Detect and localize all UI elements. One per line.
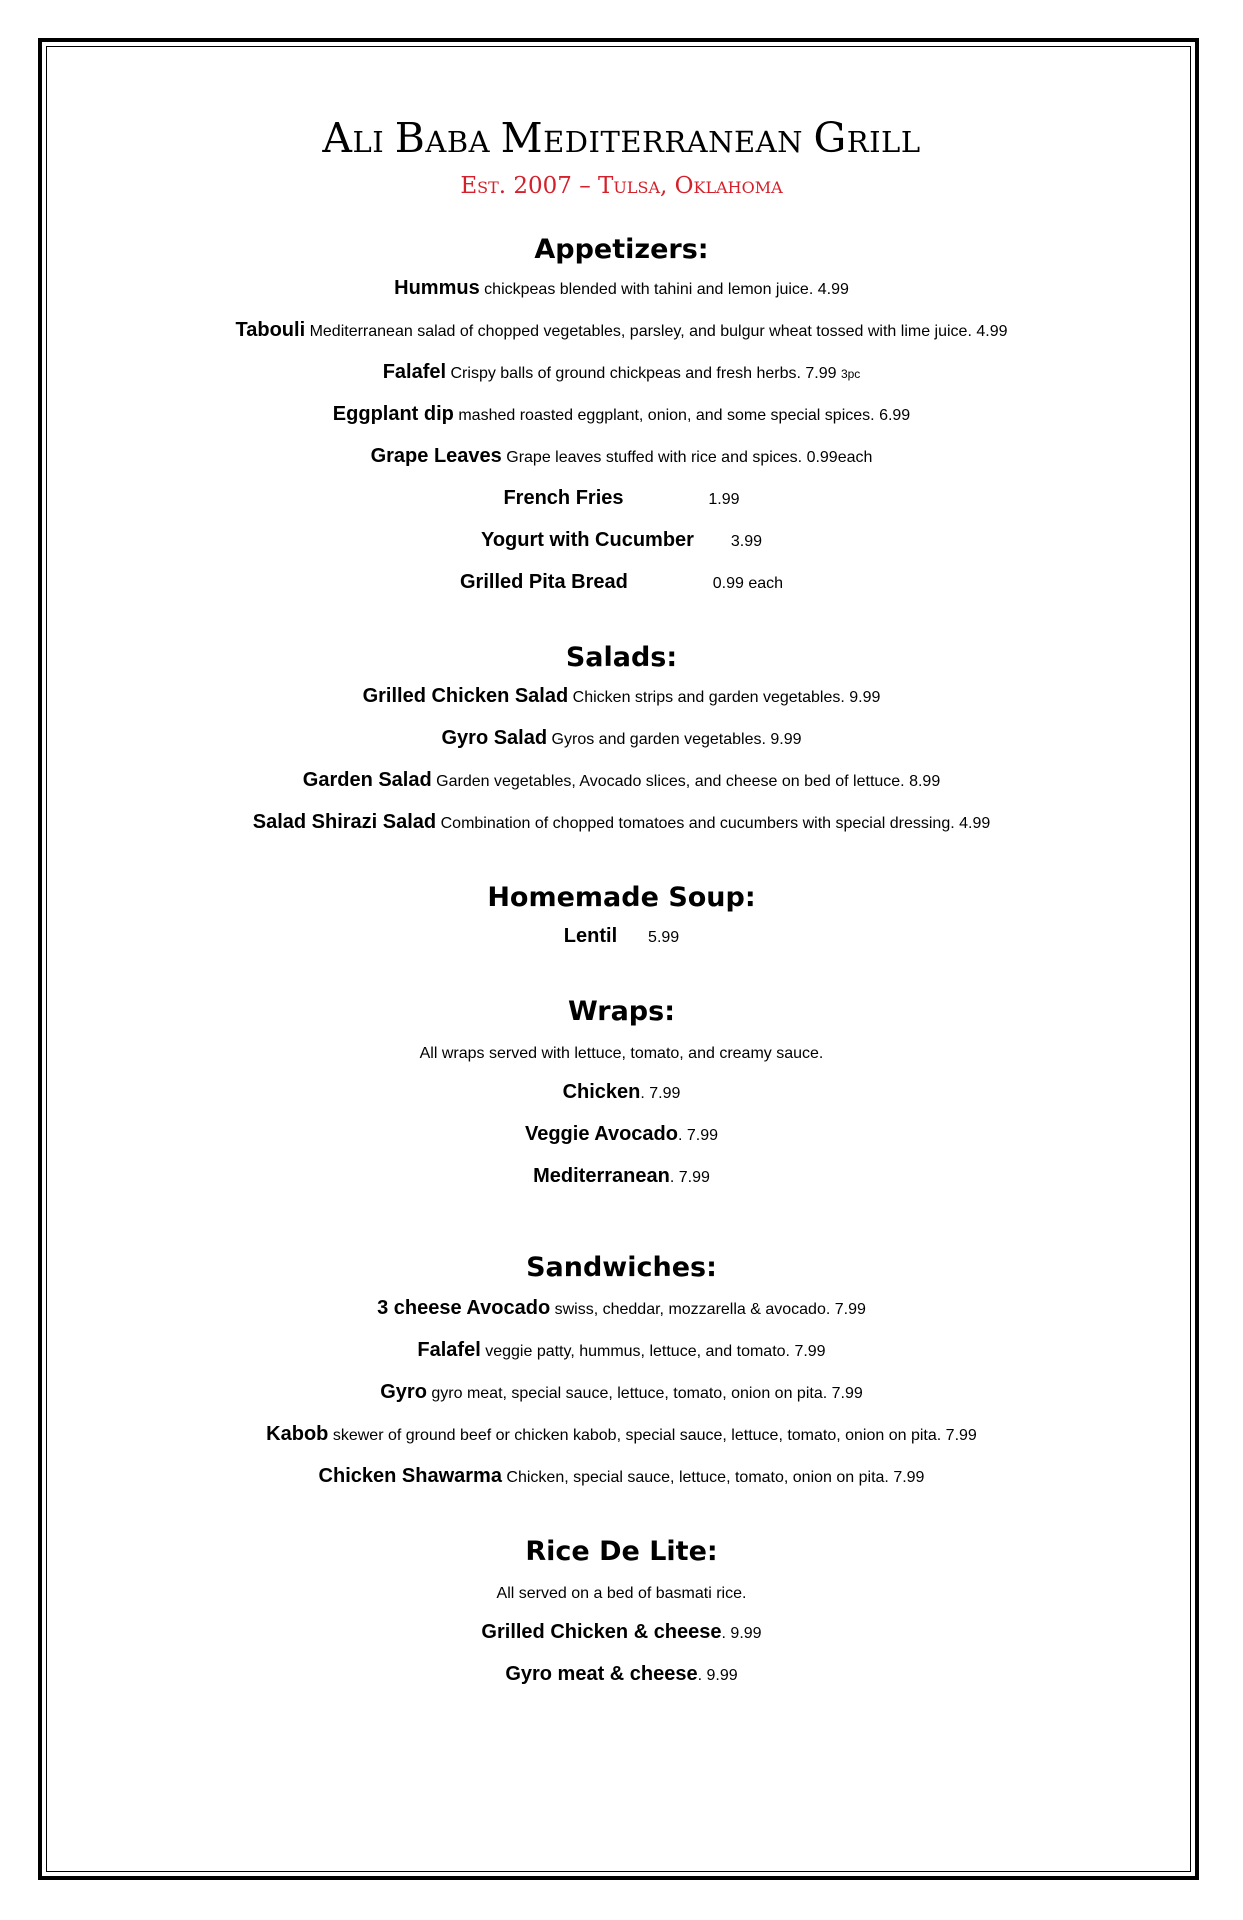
item-name: Grilled Chicken Salad (362, 685, 569, 707)
menu-item (60, 924, 1183, 950)
menu-item (60, 444, 1183, 470)
item-price: 7.99 (794, 1343, 826, 1360)
menu-item (60, 570, 1183, 596)
section-heading-sandwiches: Sandwiches: (526, 1252, 717, 1283)
item-description: skewer of ground beef or chicken kabob, special sauce, lettuce, tomato, onion on pita. (332, 1427, 942, 1444)
menu-item (60, 402, 1183, 428)
item-price: 7.99 (834, 1301, 866, 1318)
item-name: Hummus (394, 277, 480, 299)
menu-item: Mediterranean. 7.99 (533, 1165, 710, 1187)
menu-content (60, 100, 1183, 1688)
item-name: Falafel (417, 1339, 481, 1361)
menu-item (60, 726, 1183, 752)
item-name: Lentil (563, 925, 618, 947)
section-heading-appetizers: Appetizers: (534, 234, 709, 265)
menu-item (60, 768, 1183, 794)
item-name: Kabob (266, 1423, 329, 1445)
item-description: mashed roasted eggplant, onion, and some special spices. (458, 407, 875, 424)
menu-item: Chicken. 7.99 (562, 1081, 681, 1103)
section-note: All wraps served with lettuce, tomato, and creamy sauce. (419, 1045, 824, 1062)
restaurant-title: Ali Baba Mediterranean Grill (322, 114, 921, 162)
item-price: 7.99 (686, 1127, 719, 1144)
item-description: Garden vegetables, Avocado slices, and cheese on bed of lettuce. (436, 773, 905, 790)
menu-item (60, 486, 1183, 512)
item-price: 8.99 (909, 773, 941, 790)
item-price: 0.99 (806, 449, 838, 466)
item-price: 7.99 (831, 1385, 863, 1402)
item-price: 9.99 (770, 731, 802, 748)
menu-item (60, 1380, 1183, 1406)
item-description: Crispy balls of ground chickpeas and fresh herbs. (450, 365, 801, 382)
item-name: 3 cheese Avocado (377, 1297, 551, 1319)
item-price: 5.99 (648, 929, 680, 946)
item-name: Mediterranean (533, 1165, 670, 1187)
item-name: Veggie Avocado (524, 1123, 678, 1145)
menu-item (60, 1338, 1183, 1364)
item-price: 0.99 each (712, 575, 784, 592)
section-heading-soup: Homemade Soup: (487, 882, 756, 913)
item-name: Gyro meat & cheese (505, 1663, 698, 1685)
item-name: Tabouli (235, 319, 306, 341)
item-name: Grilled Chicken & cheese (481, 1621, 722, 1643)
item-name: Gyro (380, 1381, 427, 1403)
item-price: 4.99 (959, 815, 991, 832)
item-name: Chicken (562, 1081, 641, 1103)
item-name: Eggplant dip (332, 403, 454, 425)
item-unit: each (837, 449, 873, 466)
item-price: 7.99 (649, 1085, 681, 1102)
item-price: 9.99 (730, 1625, 762, 1642)
menu-item (60, 360, 1183, 386)
item-description: Gyros and garden vegetables. (551, 731, 766, 748)
item-price: 7.99 (945, 1427, 977, 1444)
item-price: 9.99 (849, 689, 881, 706)
item-price: 4.99 (976, 323, 1008, 340)
menu-item (60, 684, 1183, 710)
item-price: 4.99 (817, 281, 849, 298)
menu-item: Grilled Chicken & cheese. 9.99 (481, 1621, 762, 1643)
item-price: 9.99 (706, 1667, 738, 1684)
item-quantity: 3pc (840, 367, 861, 381)
item-name: Chicken Shawarma (318, 1465, 502, 1487)
item-name: Falafel (382, 361, 447, 383)
menu-item (60, 1422, 1183, 1448)
item-name: Yogurt with Cucumber (480, 529, 694, 551)
item-price: 6.99 (879, 407, 911, 424)
item-name: Garden Salad (302, 769, 432, 791)
menu-item (60, 528, 1183, 554)
item-price: 1.99 (708, 491, 740, 508)
item-description: Grape leaves stuffed with rice and spices. (506, 449, 803, 466)
item-description: gyro meat, special sauce, lettuce, tomato, onion on pita. (431, 1385, 828, 1402)
item-name: Grape Leaves (370, 445, 502, 467)
item-description: veggie patty, hummus, lettuce, and tomato. (485, 1343, 790, 1360)
item-name: Gyro Salad (441, 727, 548, 749)
menu-item (60, 276, 1183, 302)
item-price: 7.99 (678, 1169, 710, 1186)
section-note: All served on a bed of basmati rice. (496, 1585, 747, 1602)
menu-item: Gyro meat & cheese. 9.99 (505, 1663, 738, 1685)
section-heading-salads: Salads: (565, 642, 678, 673)
item-description: chickpeas blended with tahini and lemon juice. (484, 281, 814, 298)
section-heading-rice: Rice De Lite: (525, 1536, 718, 1567)
item-name: French Fries (503, 487, 624, 509)
item-name: Salad Shirazi Salad (252, 811, 437, 833)
menu-item (60, 318, 1183, 344)
item-description: Combination of chopped tomatoes and cucumbers with special dressing. (440, 815, 955, 832)
item-description: Mediterranean salad of chopped vegetables, parsley, and bulgur wheat tossed with lime juice. (309, 323, 972, 340)
item-price: 3.99 (730, 533, 762, 550)
item-description: swiss, cheddar, mozzarella & avocado. (554, 1301, 831, 1318)
menu-item (60, 810, 1183, 836)
section-heading-wraps: Wraps: (567, 996, 676, 1027)
menu-item: Veggie Avocado. 7.99 (524, 1123, 719, 1145)
restaurant-subtitle: Est. 2007 – Tulsa, Oklahoma (460, 173, 783, 199)
item-name: Grilled Pita Bread (459, 571, 628, 593)
item-description: Chicken strips and garden vegetables. (572, 689, 845, 706)
menu-item (60, 1296, 1183, 1322)
menu-item (60, 1464, 1183, 1490)
item-description: Chicken, special sauce, lettuce, tomato, onion on pita. (506, 1469, 889, 1486)
item-price: 7.99 (893, 1469, 925, 1486)
item-price: 7.99 (805, 365, 837, 382)
